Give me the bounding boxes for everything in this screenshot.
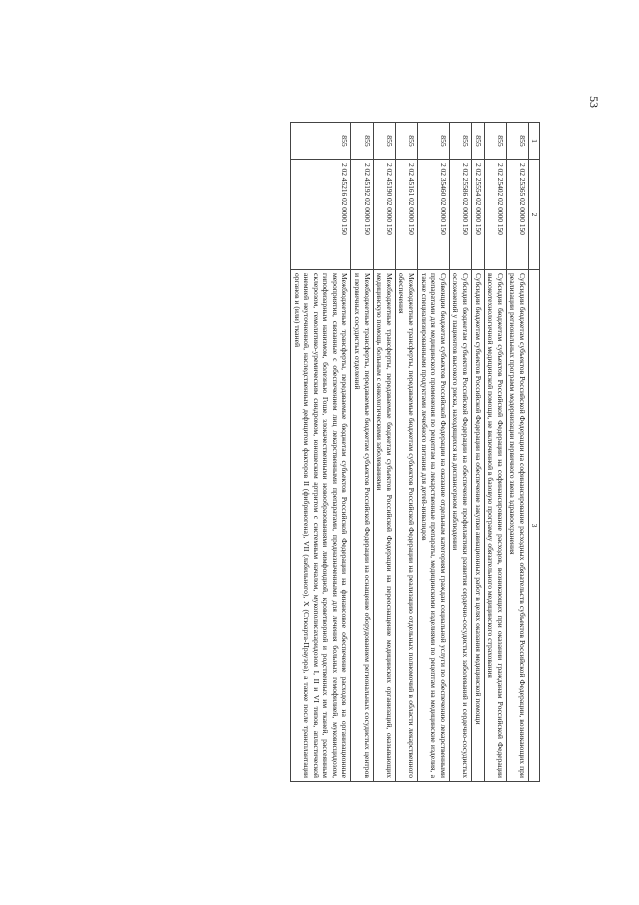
budget-code-cell: 2 02 25402 02 0000 150 [484,160,506,270]
budget-code-cell: 2 02 35460 02 0000 150 [418,160,450,270]
table-header-row [529,123,540,782]
budget-code-cell: 2 02 25586 02 0000 150 [449,160,471,270]
header-col-1: 1 [529,123,540,160]
budget-code-cell: 2 02 25554 02 0000 150 [472,160,485,270]
description-cell: Субсидии бюджетам субъектов Российской Федерации на софинансирование расходных обязательств субъектов Российской Федерации, возникающих при реализации региональных программ модернизации первичного звена здравоохранения [506,270,528,782]
admin-code-cell: 855 [506,123,528,160]
table-row [290,123,351,782]
admin-code-cell: 855 [449,123,471,160]
description-cell: Субсидии бюджетам субъектов Российской Федерации на обеспечение закупки авиационных работ в целях оказания медицинской помощи [472,270,485,782]
description-cell: Субсидии бюджетам субъектов Российской Федерации на обеспечение профилактики развития сердечно-сосудистых заболеваний и сердечно-сосудистых осложнений у пациентов высокого риска, находящихся на диспансерном наблюдении [449,270,471,782]
admin-code-cell: 855 [395,123,417,160]
budget-code-cell: 2 02 45192 02 0000 150 [351,160,373,270]
header-col-2: 2 [529,160,540,270]
budget-codes-table [290,122,540,782]
admin-code-cell: 855 [290,123,351,160]
budget-code-cell: 2 02 25365 02 0000 150 [506,160,528,270]
budget-code-cell: 2 02 45190 02 0000 150 [373,160,395,270]
admin-code-cell: 855 [418,123,450,160]
table-row [418,123,450,782]
admin-code-cell: 855 [472,123,485,160]
admin-code-cell: 855 [373,123,395,160]
budget-code-cell: 2 02 45161 02 0000 150 [395,160,417,270]
table-row [472,123,485,782]
table-row [449,123,471,782]
rotated-page-content [120,122,540,782]
description-cell: Межбюджетные трансферты, передаваемые бюджетам субъектов Российской Федерации на оснащение оборудованием региональных сосудистых центров и первичных сосудистых отделений [351,270,373,782]
admin-code-cell: 855 [351,123,373,160]
table-row [506,123,528,782]
description-cell: Субвенции бюджетам субъектов Российской Федерации на оказание отдельным категориям граждан социальной услуги по обеспечению лекарственными препаратами для медицинского применения по рецептам на лекарственные препараты, медицинскими изделиями по рецептам на медицинские изделия, а также специализированными продуктами лечебного питания для детей-инвалидов [418,270,450,782]
budget-code-cell: 2 02 45216 02 0000 150 [290,160,351,270]
description-cell: Межбюджетные трансферты, передаваемые бюджетам субъектов Российской Федерации на переоснащение медицинских организаций, оказывающих медицинскую помощь больным с онкологическими заболеваниями [373,270,395,782]
table-row [395,123,417,782]
description-cell: Субсидии бюджетам субъектов Российской Федерации на софинансирование расходов, возникающих при оказании гражданам Российской Федерации высокотехнологичной медицинской помощи, не включенной в базовую программу обязательного медицинского страхования [484,270,506,782]
table-row [351,123,373,782]
admin-code-cell: 855 [484,123,506,160]
description-cell: Межбюджетные трансферты, передаваемые бюджетам субъектов Российской Федерации на финансовое обеспечение расходов на организационные мероприятия, связанные с обеспечением лиц лекарственными препаратами, предназначенными для лечения больных гемофилией, муковисцидозом, гипофизарным нанизмом, болезнью Гоше, злокачественными новообразованиями лимфоидной, кроветворной и родственных им тканей, рассеянным склерозом, гемолитико-уремическим синдромом, юношеским артритом с системным началом, мукополисахаридозом I, II и VI типов, апластической анемией неуточненной, наследственным дефицитом факторов II (фибриногена), VII (лабильного), X (Стюарта-Прауэра), а также после трансплантации органов и (или) тканей [290,270,351,782]
description-cell: Межбюджетные трансферты, передаваемые бюджетам субъектов Российской Федерации на реализацию отдельных полномочий в области лекарственного обеспечения [395,270,417,782]
table-row [373,123,395,782]
header-col-3: 3 [529,270,540,782]
table-row [484,123,506,782]
page-number: 53 [587,96,601,108]
